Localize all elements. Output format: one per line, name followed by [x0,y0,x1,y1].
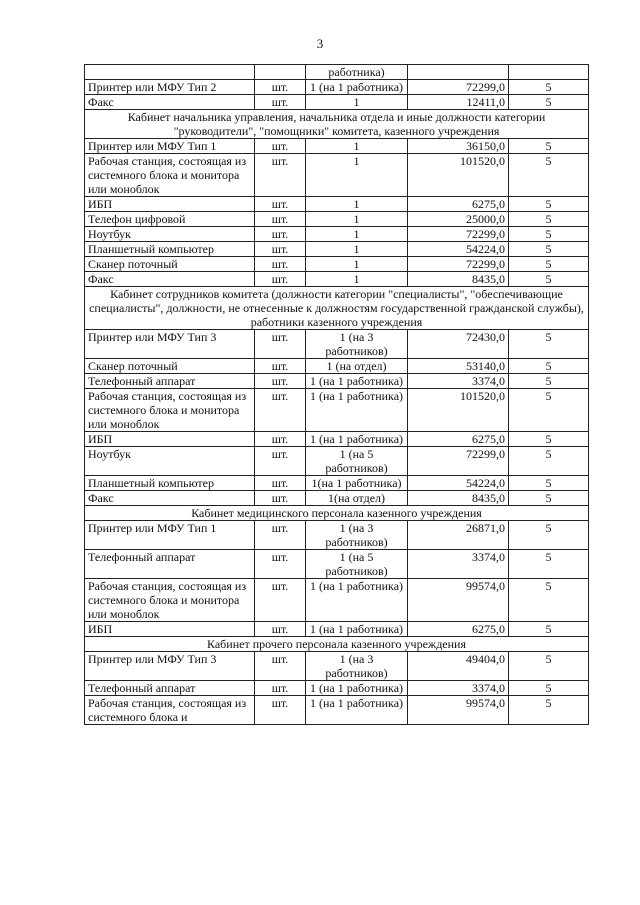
table-row [85,359,589,374]
item-name-cell: Факс [85,95,255,110]
equipment-table [84,64,589,725]
unit-cell: шт. [255,550,306,579]
section-title: Кабинет медицинского персонала казенного учреждения [85,506,589,521]
price-cell: 8435,0 [408,272,509,287]
term-cell: 5 [509,330,589,359]
price-cell: 12411,0 [408,95,509,110]
table-row [85,242,589,257]
unit-cell [255,65,306,80]
table-row [85,65,589,80]
page-number: 3 [316,36,324,51]
section-header-row [85,506,589,521]
item-name-cell [85,65,255,80]
table-row [85,681,589,696]
price-cell: 3374,0 [408,550,509,579]
section-header-row [85,110,589,139]
table-row [85,374,589,389]
price-cell: 49404,0 [408,652,509,681]
table-body [85,65,589,725]
term-cell: 5 [509,521,589,550]
quantity-cell: 1 (на 1 работника) [306,696,408,725]
term-cell: 5 [509,95,589,110]
table-row [85,432,589,447]
quantity-cell: 1 [306,154,408,197]
unit-cell: шт. [255,330,306,359]
term-cell: 5 [509,359,589,374]
unit-cell: шт. [255,681,306,696]
quantity-cell: 1(на 1 работника) [306,476,408,491]
table-row [85,227,589,242]
item-name-cell: Принтер или МФУ Тип 1 [85,139,255,154]
table-row [85,579,589,622]
table-row [85,80,589,95]
unit-cell: шт. [255,622,306,637]
section-header-row [85,287,589,330]
price-cell: 99574,0 [408,579,509,622]
unit-cell: шт. [255,154,306,197]
term-cell: 5 [509,374,589,389]
term-cell: 5 [509,622,589,637]
item-name-cell: Сканер поточный [85,359,255,374]
item-name-cell: Принтер или МФУ Тип 3 [85,330,255,359]
term-cell: 5 [509,432,589,447]
item-name-cell: Принтер или МФУ Тип 3 [85,652,255,681]
term-cell: 5 [509,227,589,242]
quantity-cell: 1 (на 3 работников) [306,652,408,681]
price-cell: 72430,0 [408,330,509,359]
item-name-cell: Телефонный аппарат [85,374,255,389]
item-name-cell: ИБП [85,622,255,637]
item-name-cell: Планшетный компьютер [85,242,255,257]
quantity-cell: 1 [306,95,408,110]
item-name-cell: Рабочая станция, состоящая из системного блока и монитора или моноблок [85,579,255,622]
table-row [85,95,589,110]
price-cell [408,65,509,80]
price-cell: 3374,0 [408,374,509,389]
unit-cell: шт. [255,95,306,110]
table-row [85,139,589,154]
price-cell: 72299,0 [408,80,509,95]
quantity-cell: 1 [306,242,408,257]
term-cell: 5 [509,550,589,579]
term-cell: 5 [509,154,589,197]
term-cell: 5 [509,80,589,95]
unit-cell: шт. [255,242,306,257]
term-cell: 5 [509,491,589,506]
term-cell: 5 [509,389,589,432]
term-cell: 5 [509,476,589,491]
table-row [85,491,589,506]
price-cell: 25000,0 [408,212,509,227]
quantity-cell: 1 (на 1 работника) [306,622,408,637]
quantity-cell: 1 (на 1 работника) [306,80,408,95]
item-name-cell: Принтер или МФУ Тип 2 [85,80,255,95]
price-cell: 99574,0 [408,696,509,725]
quantity-cell: 1 [306,257,408,272]
term-cell: 5 [509,139,589,154]
quantity-cell: 1 [306,139,408,154]
item-name-cell: Рабочая станция, состоящая из системного блока и [85,696,255,725]
quantity-cell: 1 (на 3 работников) [306,521,408,550]
term-cell: 5 [509,242,589,257]
table-row [85,550,589,579]
item-name-cell: Рабочая станция, состоящая из системного блока и монитора или моноблок [85,154,255,197]
quantity-cell: 1 (на 1 работника) [306,432,408,447]
quantity-cell: работника) [306,65,408,80]
item-name-cell: Принтер или МФУ Тип 1 [85,521,255,550]
price-cell: 54224,0 [408,242,509,257]
term-cell: 5 [509,447,589,476]
quantity-cell: 1 (на 1 работника) [306,579,408,622]
quantity-cell: 1(на отдел) [306,491,408,506]
table-row [85,212,589,227]
term-cell: 5 [509,197,589,212]
table-row [85,521,589,550]
table-row [85,154,589,197]
price-cell: 36150,0 [408,139,509,154]
unit-cell: шт. [255,359,306,374]
item-name-cell: Ноутбук [85,227,255,242]
price-cell: 26871,0 [408,521,509,550]
unit-cell: шт. [255,257,306,272]
item-name-cell: Телефонный аппарат [85,550,255,579]
item-name-cell: Факс [85,272,255,287]
price-cell: 6275,0 [408,197,509,212]
table-row [85,652,589,681]
unit-cell: шт. [255,579,306,622]
term-cell: 5 [509,681,589,696]
term-cell: 5 [509,257,589,272]
table-row [85,389,589,432]
term-cell: 5 [509,212,589,227]
section-title: Кабинет сотрудников комитета (должности категории "специалисты", "обеспечивающие специалисты", должности, не отнесенные к должностям государственной гражданской службы), работники казенного учреждения [85,287,589,330]
table-row [85,272,589,287]
item-name-cell: Рабочая станция, состоящая из системного блока и монитора или моноблок [85,389,255,432]
price-cell: 101520,0 [408,389,509,432]
quantity-cell: 1 (на 3 работников) [306,330,408,359]
unit-cell: шт. [255,521,306,550]
item-name-cell: Планшетный компьютер [85,476,255,491]
quantity-cell: 1 (на 5 работников) [306,447,408,476]
unit-cell: шт. [255,272,306,287]
price-cell: 3374,0 [408,681,509,696]
table-row [85,447,589,476]
item-name-cell: Факс [85,491,255,506]
quantity-cell: 1 (на 1 работника) [306,374,408,389]
quantity-cell: 1 [306,212,408,227]
term-cell [509,65,589,80]
table-row [85,257,589,272]
quantity-cell: 1 (на 1 работника) [306,389,408,432]
price-cell: 8435,0 [408,491,509,506]
term-cell: 5 [509,696,589,725]
price-cell: 72299,0 [408,447,509,476]
unit-cell: шт. [255,447,306,476]
term-cell: 5 [509,272,589,287]
price-cell: 72299,0 [408,227,509,242]
item-name-cell: ИБП [85,197,255,212]
section-header-row [85,637,589,652]
price-cell: 54224,0 [408,476,509,491]
term-cell: 5 [509,652,589,681]
unit-cell: шт. [255,491,306,506]
item-name-cell: Ноутбук [85,447,255,476]
unit-cell: шт. [255,374,306,389]
price-cell: 53140,0 [408,359,509,374]
unit-cell: шт. [255,432,306,447]
quantity-cell: 1 (на 5 работников) [306,550,408,579]
unit-cell: шт. [255,227,306,242]
quantity-cell: 1 [306,272,408,287]
unit-cell: шт. [255,80,306,95]
unit-cell: шт. [255,696,306,725]
quantity-cell: 1 (на отдел) [306,359,408,374]
quantity-cell: 1 [306,227,408,242]
unit-cell: шт. [255,212,306,227]
price-cell: 72299,0 [408,257,509,272]
unit-cell: шт. [255,389,306,432]
table-row [85,197,589,212]
quantity-cell: 1 (на 1 работника) [306,681,408,696]
quantity-cell: 1 [306,197,408,212]
price-cell: 6275,0 [408,432,509,447]
section-title: Кабинет прочего персонала казенного учреждения [85,637,589,652]
unit-cell: шт. [255,652,306,681]
section-title: Кабинет начальника управления, начальника отдела и иные должности категории "руководители", "помощники" комитета, казенного учреждения [85,110,589,139]
item-name-cell: Сканер поточный [85,257,255,272]
unit-cell: шт. [255,139,306,154]
item-name-cell: Телефон цифровой [85,212,255,227]
term-cell: 5 [509,579,589,622]
item-name-cell: ИБП [85,432,255,447]
table-row [85,622,589,637]
price-cell: 101520,0 [408,154,509,197]
table-row [85,330,589,359]
item-name-cell: Телефонный аппарат [85,681,255,696]
unit-cell: шт. [255,476,306,491]
table-row [85,696,589,725]
unit-cell: шт. [255,197,306,212]
price-cell: 6275,0 [408,622,509,637]
table-row [85,476,589,491]
